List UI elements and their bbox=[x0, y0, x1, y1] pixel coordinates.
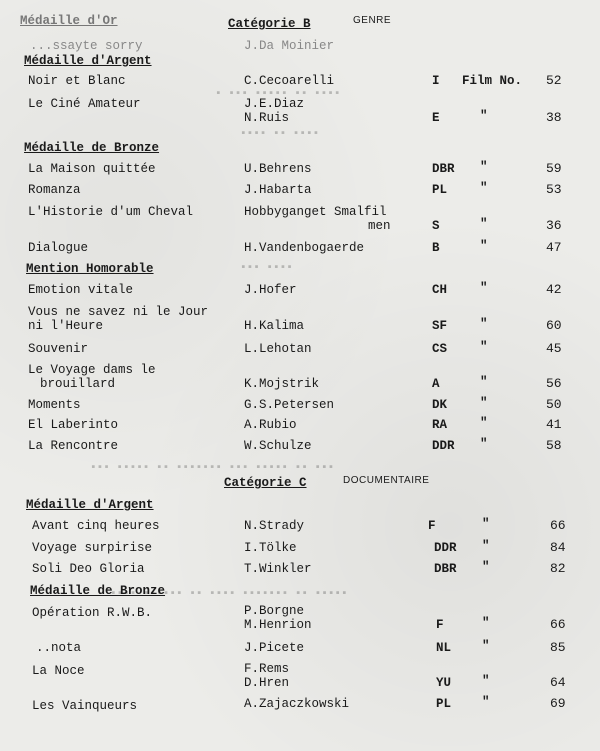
row-country: CH bbox=[432, 283, 448, 297]
row-author: W.Schulze bbox=[244, 439, 312, 453]
row-author: A.Rubio bbox=[244, 418, 297, 432]
row-author: N.Strady bbox=[244, 519, 305, 533]
row-title: Noir et Blanc bbox=[28, 74, 126, 88]
row-type: " bbox=[480, 396, 488, 410]
row-number: 66 bbox=[550, 518, 566, 533]
row-title-second: ni l'Heure bbox=[28, 319, 104, 333]
row-number: 47 bbox=[546, 240, 562, 255]
row-author-second: D.Hren bbox=[244, 676, 290, 690]
row-type: " bbox=[482, 616, 490, 630]
row-title: Le Ciné Amateur bbox=[28, 97, 141, 111]
bleed-through: ▪▪▪ ▪▪▪▪▪ ▪▪ ▪▪▪▪▪▪▪ ▪▪▪ ▪▪▪▪▪ ▪▪ ▪▪▪ bbox=[90, 462, 335, 474]
row-country: E bbox=[432, 111, 440, 125]
row-number: 66 bbox=[550, 617, 566, 632]
bleed-through: ▪▪▪▪ ▪▪ ▪▪▪▪ bbox=[240, 128, 320, 140]
row-number: 85 bbox=[550, 640, 566, 655]
row-title: Soli Deo Gloria bbox=[32, 562, 145, 576]
previous-row-author: J.Da Moinier bbox=[244, 39, 335, 53]
row-author: A.Zajaczkowski bbox=[244, 697, 350, 711]
row-author: J.E.Diaz bbox=[244, 97, 305, 111]
row-number: 42 bbox=[546, 282, 562, 297]
row-title: Dialogue bbox=[28, 241, 89, 255]
row-country: PL bbox=[432, 183, 448, 197]
row-type: " bbox=[482, 639, 490, 653]
row-number: 64 bbox=[550, 675, 566, 690]
row-author-second: N.Ruis bbox=[244, 111, 290, 125]
row-country: I bbox=[432, 74, 440, 88]
section-heading-b-mention: Mention Homorable bbox=[26, 262, 154, 276]
row-type: " bbox=[480, 416, 488, 430]
row-country: RA bbox=[432, 418, 448, 432]
section-heading-c-argent: Médaille d'Argent bbox=[26, 498, 154, 512]
row-title: ..nota bbox=[36, 641, 82, 655]
row-number: 41 bbox=[546, 417, 562, 432]
section-heading-b-argent: Médaille d'Argent bbox=[24, 54, 152, 68]
row-author: J.Hofer bbox=[244, 283, 297, 297]
bleed-through: ▪ ▪▪▪ ▪▪▪▪▪ ▪▪ ▪▪▪▪ bbox=[215, 88, 341, 100]
section-heading-c-bronze: Médaille de Bronze bbox=[30, 584, 166, 598]
row-number: 69 bbox=[550, 696, 566, 711]
row-country: PL bbox=[436, 697, 452, 711]
row-number: 36 bbox=[546, 218, 562, 233]
row-author: U.Behrens bbox=[244, 162, 312, 176]
row-number: 59 bbox=[546, 161, 562, 176]
row-title: Souvenir bbox=[28, 342, 89, 356]
previous-row-title: ...ssayte sorry bbox=[30, 39, 143, 53]
row-author: J.Habarta bbox=[244, 183, 312, 197]
row-title: La Maison quittée bbox=[28, 162, 156, 176]
row-title: Le Voyage dams le bbox=[28, 363, 156, 377]
row-title-second: brouillard bbox=[40, 377, 116, 391]
row-title: La Rencontre bbox=[28, 439, 119, 453]
row-number: 45 bbox=[546, 341, 562, 356]
row-number: 84 bbox=[550, 540, 566, 555]
row-author: K.Mojstrik bbox=[244, 377, 320, 391]
row-title: Avant cinq heures bbox=[32, 519, 160, 533]
row-country: S bbox=[432, 219, 440, 233]
row-author: G.S.Petersen bbox=[244, 398, 335, 412]
row-author: L.Lehotan bbox=[244, 342, 312, 356]
row-type: " bbox=[480, 281, 488, 295]
row-title: Moments bbox=[28, 398, 81, 412]
row-type: " bbox=[480, 239, 488, 253]
row-type: " bbox=[482, 517, 490, 531]
row-number: 82 bbox=[550, 561, 566, 576]
row-country: F bbox=[436, 618, 444, 632]
row-author-second: men bbox=[368, 219, 391, 233]
row-type: " bbox=[480, 317, 488, 331]
category-c-title: Catégorie C bbox=[224, 476, 307, 490]
row-title: El Laberinto bbox=[28, 418, 119, 432]
row-number: 56 bbox=[546, 376, 562, 391]
row-author: Hobbyganget Smalfil bbox=[244, 205, 387, 219]
row-type: " bbox=[480, 217, 488, 231]
row-country: CS bbox=[432, 342, 448, 356]
row-author: H.Vandenbogaerde bbox=[244, 241, 365, 255]
row-country: YU bbox=[436, 676, 452, 690]
row-number: 53 bbox=[546, 182, 562, 197]
row-country: DK bbox=[432, 398, 448, 412]
previous-section-heading: Médaille d'Or bbox=[20, 14, 118, 28]
category-c-type: DOCUMENTAIRE bbox=[343, 475, 430, 486]
row-title: L'Historie d'um Cheval bbox=[28, 205, 194, 219]
row-title: Vous ne savez ni le Jour bbox=[28, 305, 209, 319]
row-type: " bbox=[482, 560, 490, 574]
row-country: B bbox=[432, 241, 440, 255]
row-type: " bbox=[480, 109, 488, 123]
row-number: 38 bbox=[546, 110, 562, 125]
bleed-through: ▪▪▪▪ ▪▪▪▪▪▪ ▪▪ ▪▪▪▪ ▪▪▪▪▪▪▪ ▪▪ ▪▪▪▪▪ bbox=[110, 588, 348, 600]
row-author: J.Picete bbox=[244, 641, 305, 655]
row-country: DBR bbox=[434, 562, 457, 576]
row-title: Opération R.W.B. bbox=[32, 606, 153, 620]
category-b-type: GENRE bbox=[353, 15, 392, 26]
row-title: Les Vainqueurs bbox=[32, 699, 138, 713]
row-type: " bbox=[482, 539, 490, 553]
row-country: A bbox=[432, 377, 440, 391]
bleed-through: ▪▪▪ ▪▪▪▪ bbox=[240, 262, 293, 274]
row-type: " bbox=[480, 437, 488, 451]
row-title: La Noce bbox=[32, 664, 85, 678]
row-country: DDR bbox=[432, 439, 455, 453]
row-title: Emotion vitale bbox=[28, 283, 134, 297]
row-title: Romanza bbox=[28, 183, 81, 197]
row-number: 52 bbox=[546, 73, 562, 88]
row-number: 50 bbox=[546, 397, 562, 412]
row-number: 60 bbox=[546, 318, 562, 333]
row-country: DBR bbox=[432, 162, 455, 176]
row-author: I.Tölke bbox=[244, 541, 297, 555]
row-country: SF bbox=[432, 319, 448, 333]
row-type: Film No. bbox=[462, 74, 523, 88]
row-author: P.Borgne bbox=[244, 604, 305, 618]
category-b-title: Catégorie B bbox=[228, 17, 311, 31]
row-type: " bbox=[480, 181, 488, 195]
row-title: Voyage surpirise bbox=[32, 541, 153, 555]
row-country: DDR bbox=[434, 541, 457, 555]
row-type: " bbox=[480, 340, 488, 354]
row-country: F bbox=[428, 519, 436, 533]
row-country: NL bbox=[436, 641, 452, 655]
row-author: C.Cecoarelli bbox=[244, 74, 335, 88]
row-author: F.Rems bbox=[244, 662, 290, 676]
row-number: 58 bbox=[546, 438, 562, 453]
row-type: " bbox=[482, 695, 490, 709]
row-author: H.Kalima bbox=[244, 319, 305, 333]
row-author: T.Winkler bbox=[244, 562, 312, 576]
row-type: " bbox=[480, 375, 488, 389]
row-type: " bbox=[482, 674, 490, 688]
row-type: " bbox=[480, 160, 488, 174]
row-author-second: M.Henrion bbox=[244, 618, 312, 632]
section-heading-b-bronze: Médaille de Bronze bbox=[24, 141, 160, 155]
